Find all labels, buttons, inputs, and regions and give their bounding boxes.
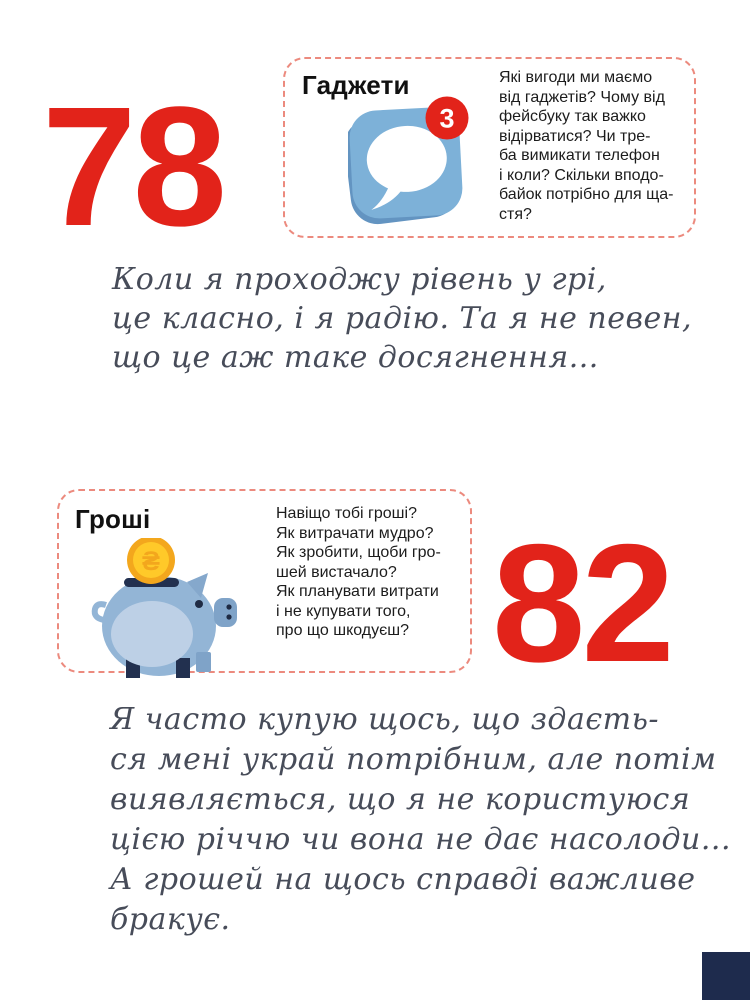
text-line: Які вигоди ми маємо xyxy=(499,69,653,86)
text-line: стя? xyxy=(499,205,532,223)
card-money-description xyxy=(276,504,441,641)
piggy-bank-icon xyxy=(88,538,240,678)
pig-belly xyxy=(111,601,193,667)
handwritten-line: що це аж таке досягнення... xyxy=(112,340,599,375)
text-line: і коли? Скільки вподо- xyxy=(499,166,664,184)
text-line: Як планувати витрати xyxy=(276,583,439,600)
text-line: про що шкодуєш? xyxy=(276,622,410,639)
card-money-title: Гроші xyxy=(75,504,151,534)
card-gadgets xyxy=(283,57,696,238)
piggy-bank-icon-svg xyxy=(88,538,240,678)
handwritten-note-money xyxy=(110,700,731,940)
chat-bubble-icon-svg xyxy=(348,95,470,227)
page-corner-marker xyxy=(702,952,750,1000)
pig-leg xyxy=(176,658,190,678)
card-money xyxy=(57,489,472,673)
page-number-82: 82 xyxy=(492,509,671,697)
pig-nostril xyxy=(226,604,231,609)
coin-currency-symbol: ₴ xyxy=(141,546,161,576)
handwritten-line: Я часто купую щось, що здаєть- xyxy=(110,702,660,737)
pig-eye xyxy=(195,600,203,608)
handwritten-line: А грошей на щось справді важливе xyxy=(110,862,696,897)
pig-snout xyxy=(214,598,237,627)
text-line: Навіщо тобі гроші? xyxy=(276,505,417,522)
handwritten-line: виявляється, що я не користуюся xyxy=(110,782,691,817)
text-line: і не купувати того, xyxy=(276,602,411,620)
card-gadgets-description xyxy=(499,68,673,224)
handwritten-line: бракує. xyxy=(110,902,231,937)
text-line: відірватися? Чи тре- xyxy=(499,127,651,145)
handwritten-note-gadgets xyxy=(112,260,692,377)
pig-leg-front xyxy=(196,652,211,672)
handwritten-line: Коли я проходжу рівень у грі, xyxy=(112,262,607,297)
handwritten-line: цією річчю чи вона не дає насолоди... xyxy=(110,822,731,857)
text-line: фейсбуку так важко xyxy=(499,108,646,125)
handwritten-line: це класно, і я радію. Та я не певен, xyxy=(112,301,693,336)
text-line: шей вистачало? xyxy=(276,563,397,581)
text-line: Як зробити, щоби гро- xyxy=(276,544,441,561)
pig-nostril xyxy=(226,614,231,619)
text-line: від гаджетів? Чому від xyxy=(499,88,665,106)
card-gadgets-title: Гаджети xyxy=(302,70,410,100)
text-line: байок потрібно для ща- xyxy=(499,186,674,203)
text-line: Як витрачати мудро? xyxy=(276,524,434,542)
notification-badge-count: 3 xyxy=(439,103,455,134)
handwritten-line: ся мені украй потрібним, але потім xyxy=(110,742,717,777)
page-number-78: 78 xyxy=(42,72,224,262)
text-line: ба вимикати телефон xyxy=(499,147,660,164)
chat-bubble-icon xyxy=(348,95,470,227)
